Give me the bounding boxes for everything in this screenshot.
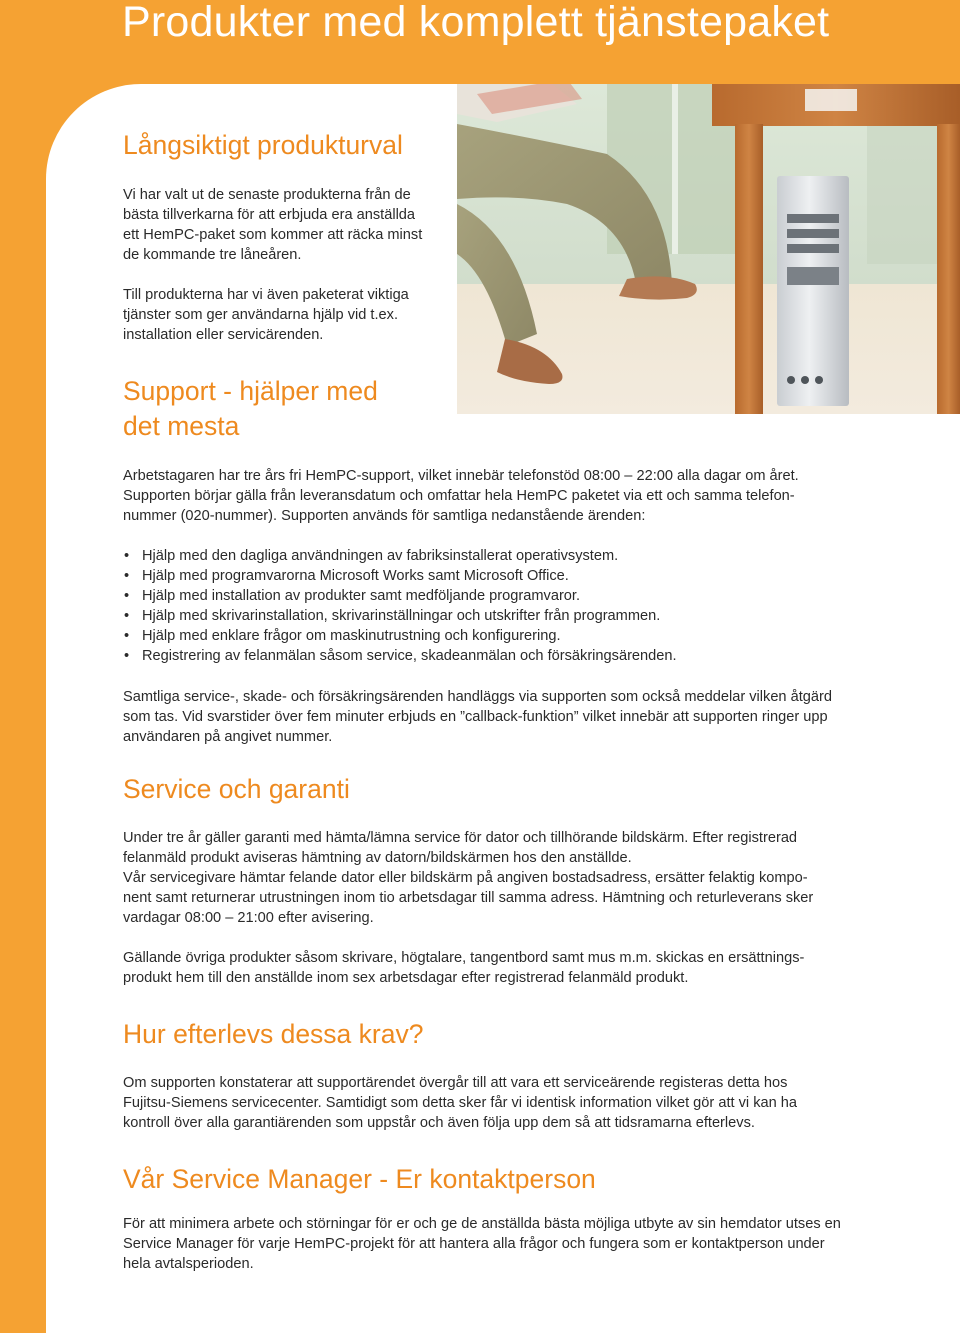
produkturval-body xyxy=(123,185,435,345)
list-item: • Registrering av felanmälan såsom service, skadeanmälan och försäkringsärenden. xyxy=(123,646,677,666)
heading-produkturval: Långsiktigt produkturval xyxy=(123,130,403,160)
produkturval-paragraph-1: Vi har valt ut de senaste produkterna från de bästa tillverkarna för att erbjuda era anställda ett HemPC-paket som kommer att räcka minst de kommande tre låneåren. xyxy=(123,187,423,263)
list-item: • Hjälp med installation av produkter samt medföljande programvaror. xyxy=(123,586,677,606)
service-paragraph-2: Vår servicegivare hämtar felande dator eller bildskärm på angiven bostadsadress, ersätter felaktig kompo-nent samt returnerar utrustningen inom tio arbetsdagar till samma adress. Hämtning och returleverans sker vardagar 08:00 – 21:00 efter avisering. xyxy=(123,870,814,926)
produkturval-paragraph-2: Till produkterna har vi även paketerat viktiga tjänster som ger användarna hjälp vid t.ex. installation eller servicärenden. xyxy=(123,287,409,343)
heading-support-line-1: Support - hjälper med xyxy=(123,376,378,406)
support-outro xyxy=(123,687,838,747)
hero-photo xyxy=(457,84,960,414)
service-garanti-body xyxy=(123,828,823,988)
service-paragraph-1: Under tre år gäller garanti med hämta/lämna service för dator och tillhörande bildskärm. Efter registrerad felanmäld produkt aviseras hämtning av datorn/bildskärmen hos den anställde. xyxy=(123,830,798,866)
list-item: • Hjälp med skrivarinstallation, skrivarinställningar och utskrifter från programmen. xyxy=(123,606,677,626)
support-paragraph-2: Samtliga service-, skade- och försäkringsärenden handläggs via supporten som också meddelar vilken åtgärd som tas. Vid svarstider över fem minuter erbjuds en ”callback-funktion” vilket innebär att supporten ringer upp användaren på angivet nummer. xyxy=(123,689,832,745)
support-intro xyxy=(123,466,823,526)
heading-support xyxy=(123,374,378,444)
support-bullet-list xyxy=(123,546,677,666)
list-item: • Hjälp med programvarorna Microsoft Works samt Microsoft Office. xyxy=(123,566,677,586)
list-item: • Hjälp med enklare frågor om maskinutrustning och konfigurering. xyxy=(123,626,677,646)
service-manager-paragraph-1: För att minimera arbete och störningar för er och ge de anställda bästa möjliga utbyte av sin hemdator utses en Service Manager för varje HemPC-projekt för att hantera alla frågor och fungera som er kontaktperson under hela avtalsperioden. xyxy=(123,1216,841,1272)
efterlevs-body xyxy=(123,1073,823,1133)
heading-service-manager: Vår Service Manager - Er kontaktperson xyxy=(123,1164,596,1194)
list-item: • Hjälp med den dagliga användningen av fabriksinstallerat operativsystem. xyxy=(123,546,677,566)
service-manager-body xyxy=(123,1214,843,1274)
service-paragraph-3: Gällande övriga produkter såsom skrivare, högtalare, tangentbord samt mus m.m. skickas en ersättnings-produkt hem till den anställde inom sex arbetsdagar efter registrerad felanmäld produkt. xyxy=(123,950,805,986)
page-title: Produkter med komplett tjänstepaket xyxy=(122,0,830,46)
support-paragraph-1: Arbetstagaren har tre års fri HemPC-support, vilket innebär telefonstöd 08:00 – 22:00 alla dagar om året. Supporten börjar gälla från leveransdatum och omfattar hela HemPC paketet via ett och samma telefon-nummer (020-nummer). Supporten används för samtliga nedanstående ärenden: xyxy=(123,468,799,524)
efterlevs-paragraph-1: Om supporten konstaterar att supportärendet övergår till att vara ett serviceärende registeras detta hos Fujitsu-Siemens servicecenter. Samtidigt som detta sker får vi identisk information vilket gör att vi kan ha kontroll över alla garantiärenden som uppstår och även följa upp dem så att tidsramarna efterlevs. xyxy=(123,1075,798,1131)
heading-service-garanti: Service och garanti xyxy=(123,774,350,804)
heading-efterlevs: Hur efterlevs dessa krav? xyxy=(123,1019,424,1049)
heading-support-line-2: det mesta xyxy=(123,411,240,441)
